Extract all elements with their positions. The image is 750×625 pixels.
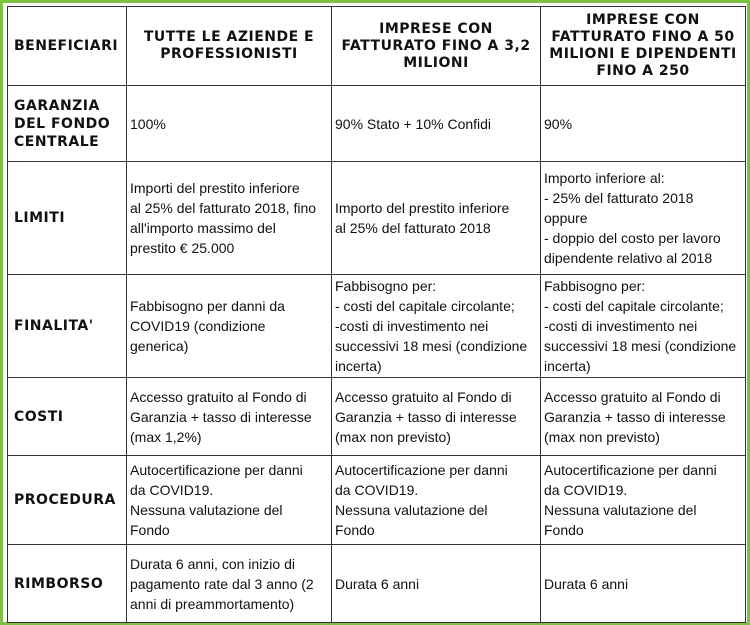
header-line: FATTURATO FINO A 50: [551, 29, 735, 45]
cell: Fabbisogno per: - costi del capitale circolante; -costi di investimento nei successivi 18 mesi (condizione incerta): [332, 275, 541, 378]
cell: Importo inferiore al: - 25% del fatturato 2018 oppure - doppio del costo per lavoro dipendente relativo al 2018: [541, 162, 746, 275]
cell: Accesso gratuito al Fondo di Garanzia + tasso di interesse (max non previsto): [541, 378, 746, 456]
table-row: [8, 378, 746, 456]
cell: Durata 6 anni: [541, 545, 746, 623]
cell: Accesso gratuito al Fondo di Garanzia + tasso di interesse (max 1,2%): [127, 378, 332, 456]
header-line: IMPRESE CON: [586, 12, 700, 28]
cell: Accesso gratuito al Fondo di Garanzia + tasso di interesse (max non previsto): [332, 378, 541, 456]
cell: Autocertificazione per danni da COVID19. Nessuna valutazione del Fondo: [332, 456, 541, 545]
cell: Importi del prestito inferiore al 25% del fatturato 2018, fino all'importo massimo del prestito € 25.000: [127, 162, 332, 275]
row-label-procedura: PROCEDURA: [8, 456, 127, 545]
cell: Fabbisogno per: - costi del capitale circolante; -costi di investimento nei successivi 18 mesi (condizione incerta): [541, 275, 746, 378]
cell: Importo del prestito inferiore al 25% del fatturato 2018: [332, 162, 541, 275]
row-label-costi: COSTI: [8, 378, 127, 456]
table-row: [8, 545, 746, 623]
row-label-finalita: FINALITA': [8, 275, 127, 378]
cell: 90% Stato + 10% Confidi: [332, 86, 541, 162]
table-row: [8, 162, 746, 275]
beneficiari-comparison-table: [7, 6, 746, 623]
cell: Durata 6 anni: [332, 545, 541, 623]
row-label-rimborso: RIMBORSO: [8, 545, 127, 623]
row-label-garanzia: GARANZIA DEL FONDO CENTRALE: [8, 86, 127, 162]
cell: 90%: [541, 86, 746, 162]
header-line: IMPRESE CON: [379, 20, 493, 37]
header-line: MILIONI: [403, 54, 469, 71]
cell: Durata 6 anni, con inizio di pagamento rate dal 3 anno (2 anni di preammortamento): [127, 545, 332, 623]
header-line: MILIONI E DIPENDENTI: [549, 46, 737, 62]
header-line: FINO A 250: [596, 63, 690, 79]
cell: Autocertificazione per danni da COVID19. Nessuna valutazione del Fondo: [541, 456, 746, 545]
cell: Fabbisogno per danni da COVID19 (condizione generica): [127, 275, 332, 378]
header-line: PROFESSIONISTI: [160, 46, 298, 62]
cell: Autocertificazione per danni da COVID19. Nessuna valutazione del Fondo: [127, 456, 332, 545]
header-col-tutte-aziende: [127, 7, 332, 86]
header-line: FATTURATO FINO A 3,2: [341, 37, 531, 54]
header-row: [8, 7, 746, 86]
header-col-imprese-3-2: [332, 7, 541, 86]
table-row: [8, 456, 746, 545]
row-label-limiti: LIMITI: [8, 162, 127, 275]
table-row: [8, 275, 746, 378]
cell: 100%: [127, 86, 332, 162]
table-row: [8, 86, 746, 162]
header-line: TUTTE LE AZIENDE E: [143, 29, 315, 45]
header-col-imprese-50: [541, 7, 746, 86]
header-beneficiari: BENEFICIARI: [8, 7, 127, 86]
